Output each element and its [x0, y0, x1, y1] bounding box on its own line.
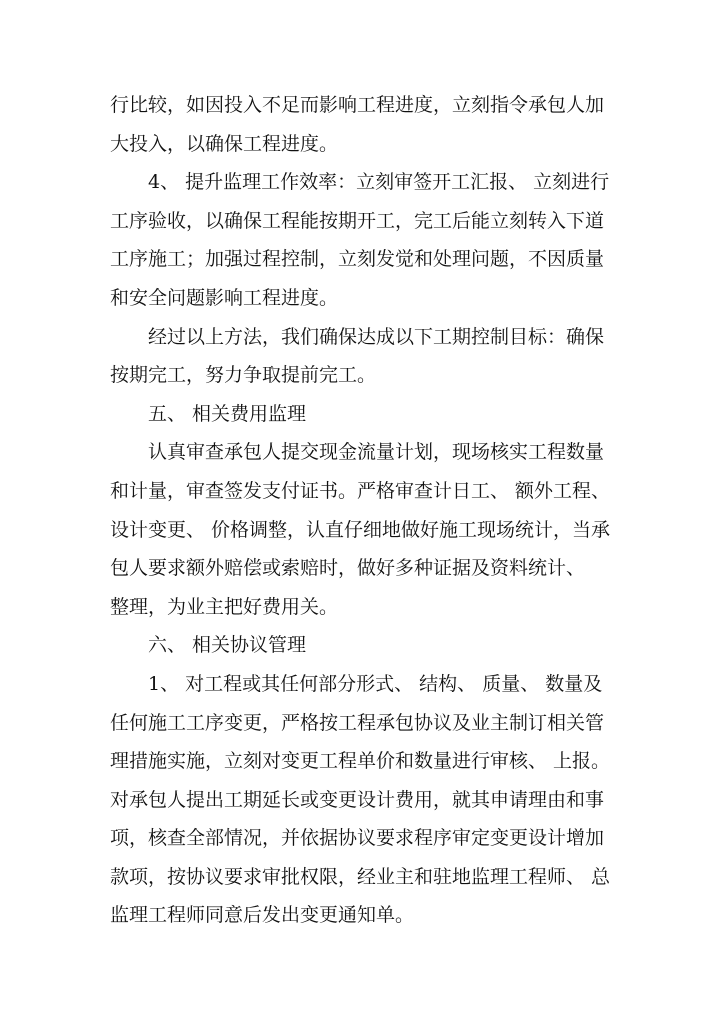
text-line: 项，核查全部情况，并依据协议要求程序审定变更设计增加 — [110, 827, 605, 850]
text-line: 理措施实施，立刻对变更工程单价和数量进行审核、 上报。 — [110, 750, 611, 773]
text-line: 工序验收，以确保工程能按期开工，完工后能立刻转入下道 — [110, 209, 605, 232]
text-line: 经过以上方法，我们确保达成以下工期控制目标：确保 — [110, 325, 605, 348]
body-text — [110, 86, 610, 935]
text-line: 包人要求额外赔偿或索赔时，做好多种证据及资料统计、 — [110, 557, 586, 580]
section-heading: 六、 相关协议管理 — [110, 634, 307, 657]
text-line: 认真审查承包人提交现金流量计划，现场核实工程数量 — [110, 441, 605, 464]
text-line: 和安全问题影响工程进度。 — [110, 286, 339, 309]
text-line: 整理，为业主把好费用关。 — [110, 595, 339, 618]
text-line: 款项，按协议要求审批权限，经业主和驻地监理工程师、 总 — [110, 865, 611, 888]
text-line: 和计量，审查签发支付证书。严格审查计日工、 额外工程、 — [110, 479, 611, 502]
text-line: 工序施工；加强过程控制，立刻发觉和处理问题，不因质量 — [110, 248, 605, 271]
text-line: 1、 对工程或其任何部分形式、 结构、 质量、 数量及 — [110, 672, 603, 695]
text-line: 行比较，如因投入不足而影响工程进度，立刻指令承包人加 — [110, 94, 605, 116]
text-line: 监理工程师同意后发出变更通知单。 — [110, 904, 415, 927]
text-line: 按期完工，努力争取提前完工。 — [110, 364, 377, 387]
text-line: 大投入，以确保工程进度。 — [110, 132, 339, 155]
text-line: 对承包人提出工期延长或变更设计费用，就其申请理由和事 — [110, 788, 605, 811]
text-line: 设计变更、 价格调整，认直仔细地做好施工现场统计，当承 — [110, 518, 611, 541]
section-heading: 五、 相关费用监理 — [110, 402, 307, 425]
text-line: 4、 提升监理工作效率：立刻审签开工汇报、 立刻进行 — [110, 171, 610, 194]
text-line: 任何施工工序变更，严格按工程承包协议及业主制订相关管 — [110, 711, 605, 734]
